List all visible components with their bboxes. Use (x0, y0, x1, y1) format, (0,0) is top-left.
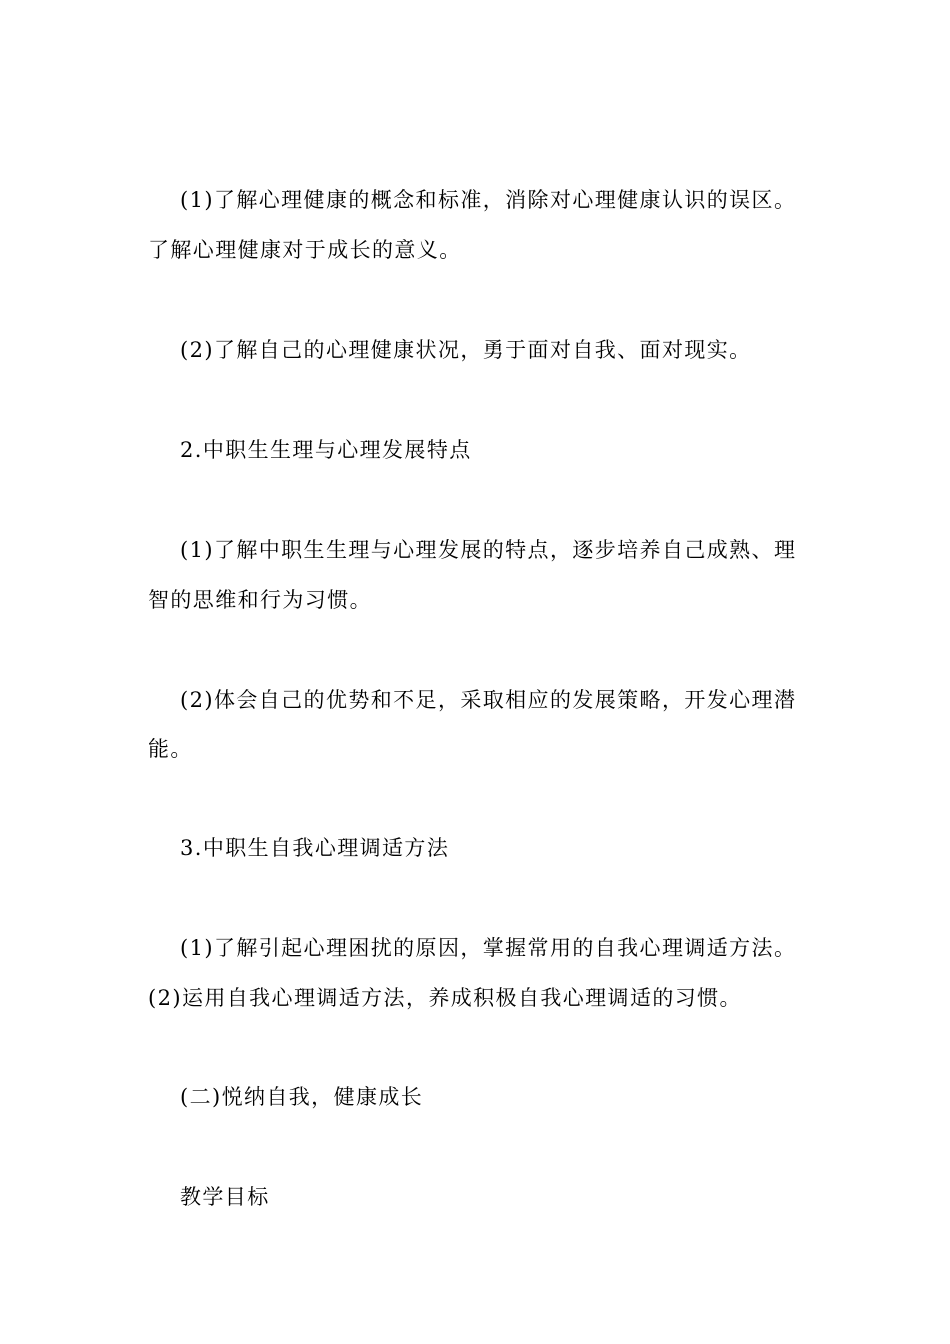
subheading: 教学目标 (180, 1185, 270, 1209)
section-heading: 2.中职生生理与心理发展特点 (180, 438, 472, 462)
paragraph-line: 能。 (148, 737, 193, 761)
paragraph-line: 了解心理健康对于成长的意义。 (148, 238, 462, 262)
part-heading: (二)悦纳自我，健康成长 (180, 1085, 424, 1109)
section-heading: 3.中职生自我心理调适方法 (180, 836, 450, 860)
paragraph-line: (1)了解中职生生理与心理发展的特点，逐步培养自己成熟、理 (180, 538, 797, 562)
paragraph-line: (2)体会自己的优势和不足，采取相应的发展策略，开发心理潜 (180, 688, 797, 712)
paragraph-line: (1)了解引起心理困扰的原因，掌握常用的自我心理调适方法。 (180, 936, 797, 960)
paragraph-line: (2)了解自己的心理健康状况，勇于面对自我、面对现实。 (180, 338, 752, 362)
paragraph-line: (2)运用自我心理调适方法，养成积极自我心理调适的习惯。 (148, 986, 742, 1010)
paragraph-line: (1)了解心理健康的概念和标准，消除对心理健康认识的误区。 (180, 188, 797, 212)
paragraph-line: 智的思维和行为习惯。 (148, 588, 372, 612)
